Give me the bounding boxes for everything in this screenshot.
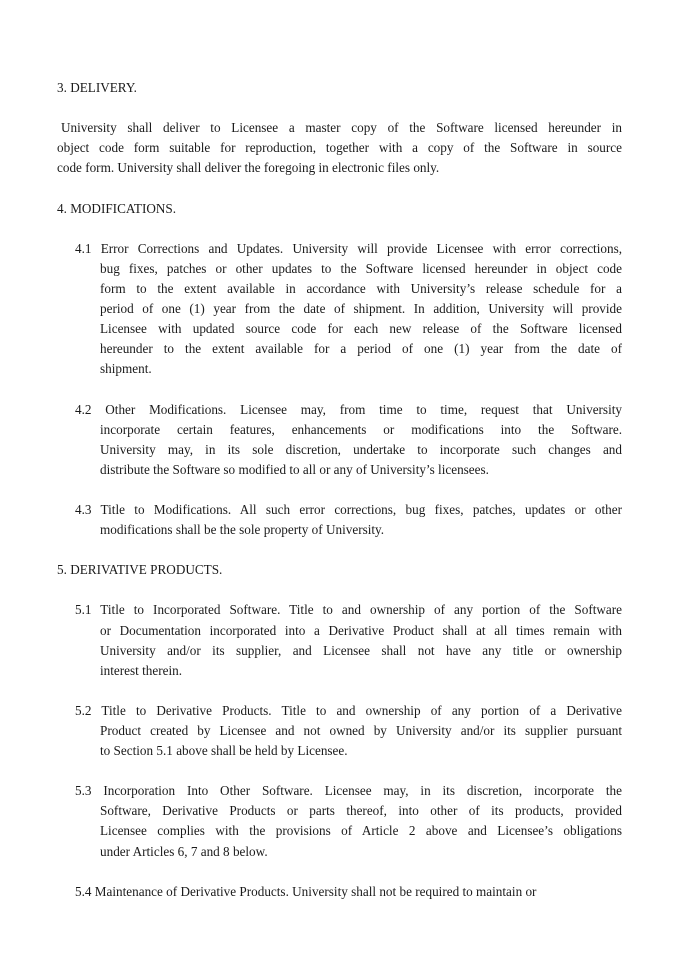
text-line: shipment. xyxy=(100,361,152,377)
text-line: period of one (1) year from the date of shipment. In addition, University will provide xyxy=(100,301,622,317)
text-line: distribute the Software so modified to all or any of University’s licensees. xyxy=(100,461,489,477)
subsection xyxy=(57,600,622,680)
subsection xyxy=(57,781,622,861)
text-line: to Section 5.1 above shall be held by Licensee. xyxy=(100,743,348,759)
text-line: 5.1 Title to Incorporated Software. Title to and ownership of any portion of the Software xyxy=(75,602,622,618)
text-line: Licensee complies with the provisions of Article 2 above and Licensee’s obligations xyxy=(100,823,622,839)
text-line: incorporate certain features, enhancements or modifications into the Software. xyxy=(100,421,622,437)
section-heading xyxy=(57,560,622,580)
subsection xyxy=(57,882,622,902)
text-line: 4.1 Error Corrections and Updates. University will provide Licensee with error corrections, xyxy=(75,240,622,256)
text-line: hereunder to the extent available for a period of one (1) year from the date of xyxy=(100,341,622,357)
subsection xyxy=(57,500,622,540)
section-heading xyxy=(57,78,622,98)
paragraph xyxy=(57,118,622,178)
text-line: Licensee with updated source code for each new release of the Software licensed xyxy=(100,321,622,337)
text-line: 3. DELIVERY. xyxy=(57,80,137,95)
text-line: University may, in its sole discretion, undertake to incorporate such changes and xyxy=(100,441,622,457)
text-line: form to the extent available in accordance with University’s release schedule for a xyxy=(100,280,622,296)
text-line: 5.2 Title to Derivative Products. Title to and ownership of any portion of a Derivative xyxy=(75,702,622,718)
text-line: interest therein. xyxy=(100,662,183,678)
subsection xyxy=(57,239,622,380)
text-line: 5. DERIVATIVE PRODUCTS. xyxy=(57,562,223,578)
document-page xyxy=(57,78,622,922)
text-line: University and/or its supplier, and Licensee shall not have any title or ownership xyxy=(100,642,622,658)
text-line: 5.4 Maintenance of Derivative Products. University shall not be required to maintain or xyxy=(75,883,537,899)
text-line: 4.3 Title to Modifications. All such error corrections, bug fixes, patches, updates or other xyxy=(75,501,622,517)
text-line: under Articles 6, 7 and 8 below. xyxy=(100,843,268,859)
text-line: bug fixes, patches or other updates to the Software licensed hereunder in object code xyxy=(100,260,622,276)
subsection xyxy=(57,400,622,480)
text-line: Software, Derivative Products or parts thereof, into other of its products, provided xyxy=(100,803,622,819)
section-heading xyxy=(57,199,622,219)
text-line: modifications shall be the sole property of University. xyxy=(100,522,385,538)
text-line: 5.3 Incorporation Into Other Software. Licensee may, in its discretion, incorporate the xyxy=(75,783,622,799)
text-line: 4. MODIFICATIONS. xyxy=(57,200,177,216)
text-line: code form. University shall deliver the foregoing in electronic files only. xyxy=(57,160,440,176)
text-line: Product created by Licensee and not owned by University and/or its supplier pursuant xyxy=(100,723,622,738)
text-line: or Documentation incorporated into a Derivative Product shall at all times remain with xyxy=(100,622,622,638)
text-line: object code form suitable for reproduction, together with a copy of the Software in source xyxy=(57,140,622,156)
text-line: University shall deliver to Licensee a master copy of the Software licensed hereunder in xyxy=(61,120,622,136)
text-line: 4.2 Other Modifications. Licensee may, from time to time, request that University xyxy=(75,401,622,417)
subsection xyxy=(57,701,622,761)
